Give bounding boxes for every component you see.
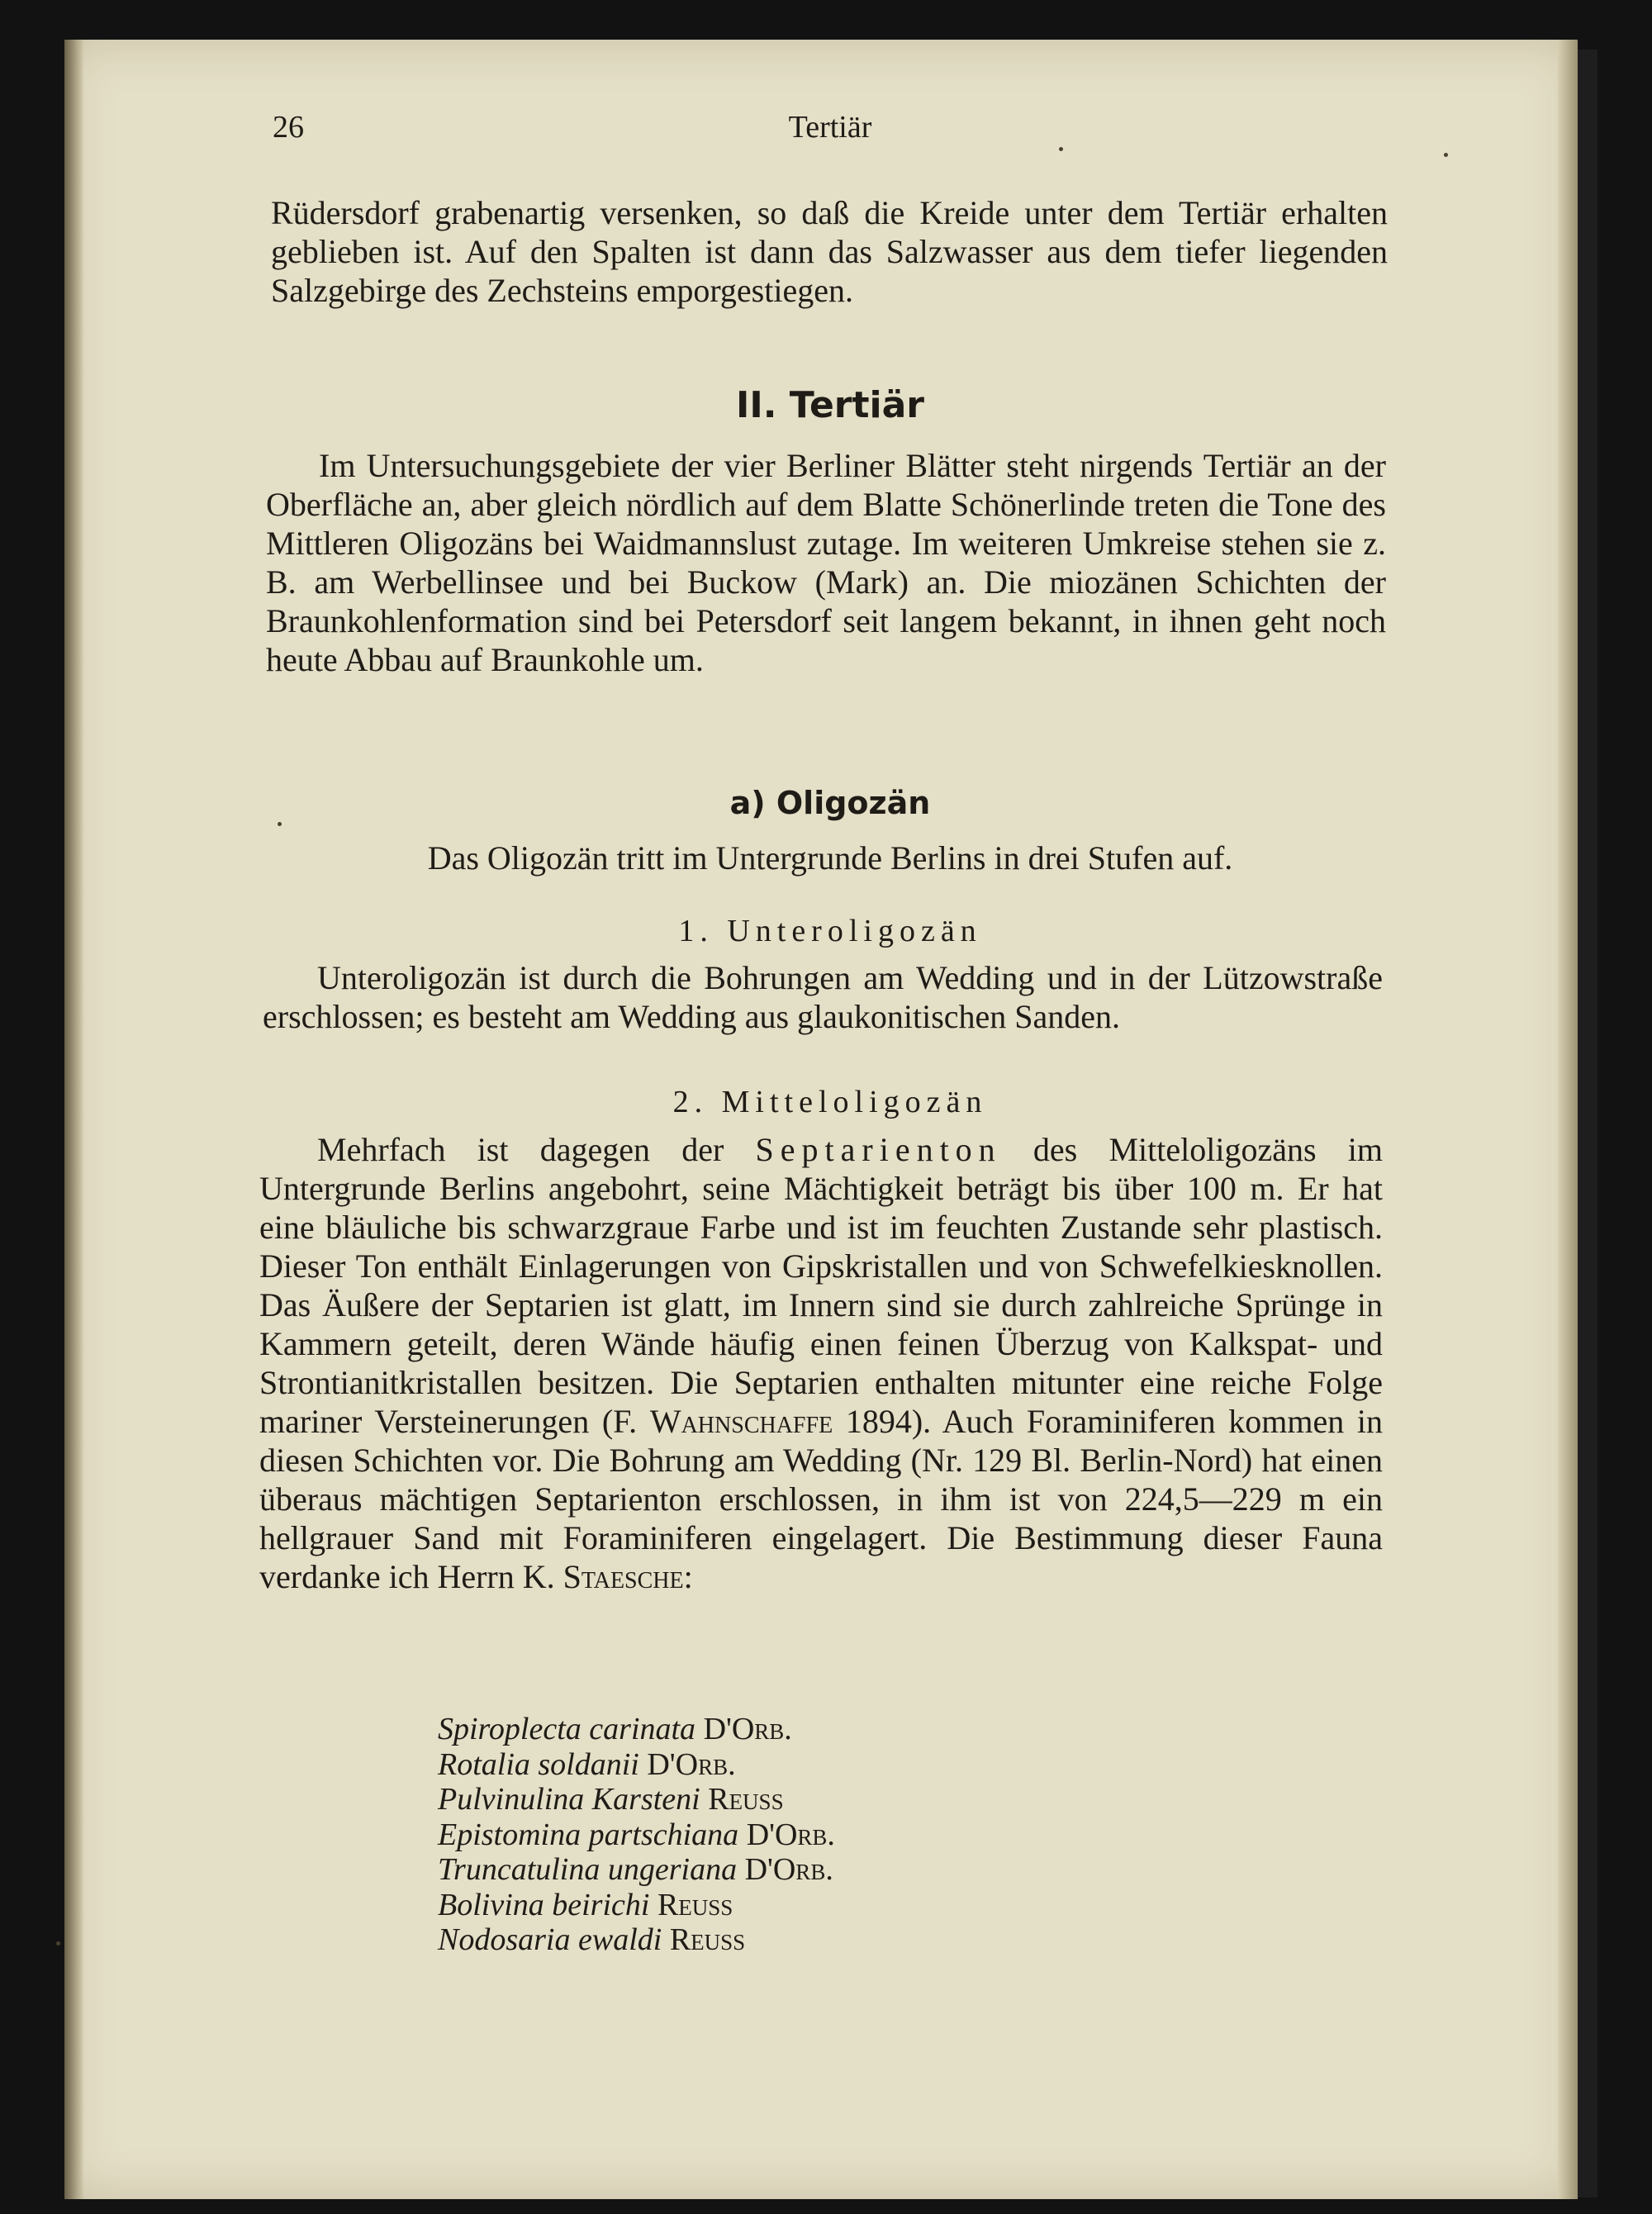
species-list (438, 1712, 1264, 1958)
list-item (438, 1747, 1264, 1783)
mitteloligozaen-paragraph (259, 1130, 1383, 1596)
list-item (438, 1782, 1264, 1817)
species-name: Bolivina beirichi (438, 1887, 650, 1922)
list-item (438, 1888, 1264, 1923)
species-name: Spiroplecta carinata (438, 1712, 696, 1746)
species-author: Reuss (657, 1887, 733, 1922)
list-item (438, 1817, 1264, 1853)
author-wahnschaffe: Wahnschaffe (649, 1403, 833, 1440)
oligozaen-paragraph: Das Oligozän tritt im Untergrunde Berlins in drei Stufen auf. (427, 839, 1233, 877)
tertiaer-paragraph: Im Untersuchungsgebiete der vier Berliner Blätter steht nirgends Tertiär an der Oberfläche an, aber gleich nördlich auf dem Blatte Schönerlinde treten die Tone des Mittleren Oligozäns bei Waidmannslust zutage. Im weiteren Umkreise stehen sie z. B. am Werbellinsee und bei Buckow (Mark) an. Die miozänen Schichten der Braunkohlenformation sind bei Petersdorf seit langem bekannt, in ihnen geht noch heute Abbau auf Braunkohle um. (266, 447, 1386, 678)
running-head: Tertiär (788, 110, 872, 145)
page-fold-edge (1558, 40, 1578, 2199)
heading-tertiaer: II. Tertiär (736, 384, 924, 426)
list-item (438, 1712, 1264, 1747)
heading-mitteloligozaen: 2. Mitteloligozän (672, 1085, 988, 1119)
unteroligozaen-paragraph: Unteroligozän ist durch die Bohrungen am Wedding und in der Lützowstraße erschlossen; es besteht am Wedding aus glaukonitischen Sanden. (263, 959, 1383, 1035)
spaced-term-septarienton: Septarienton (755, 1131, 1002, 1168)
species-author: D'Orb. (703, 1712, 792, 1746)
mittel-text-start: Mehrfach ist dagegen der (317, 1131, 724, 1168)
species-name: Nodosaria ewaldi (438, 1922, 662, 1957)
species-author: D'Orb. (744, 1852, 833, 1887)
paper-speck (56, 1941, 60, 1946)
paper-speck (1444, 153, 1448, 157)
page-header (273, 109, 1388, 159)
page-number: 26 (273, 110, 304, 145)
heading-oligozaen: a) Oligozän (729, 785, 931, 821)
page-gutter-shadow (64, 40, 84, 2199)
species-name: Epistomina partschiana (438, 1817, 739, 1852)
scan-border (1578, 50, 1597, 2197)
paper-speck (278, 822, 282, 826)
species-name: Pulvinulina Karsteni (438, 1782, 700, 1817)
species-author: D'Orb. (746, 1817, 835, 1852)
mittel-text-mid: des Mitteloligozäns im Untergrunde Berlins angebohrt, seine Mächtigkeit beträgt bis über 100 m. Er hat eine bläuliche bis schwarzgraue Farbe und ist im feuchten Zustande sehr plastisch. Dieser Ton enthält Einlagerungen von Gipskristallen und von Schwefelkiesknollen. Das Äußere der Septarien ist glatt, im Innern sind sie durch zahlreiche Sprünge in Kammern geteilt, deren Wände häufig einen feinen Überzug von Kalkspat- und Strontianitkristallen besitzen. Die Septarien enthalten mitunter eine reiche Folge mariner Versteinerungen (F. (259, 1131, 1383, 1440)
heading-unteroligozaen: 1. Unteroligozän (678, 914, 982, 948)
list-item (438, 1922, 1264, 1958)
species-author: D'Orb. (647, 1746, 736, 1782)
list-item (438, 1852, 1264, 1888)
species-author: Reuss (669, 1922, 746, 1957)
intro-paragraph: Rüdersdorf grabenartig versenken, so daß die Kreide unter dem Tertiär erhalten geblieben ist. Auf den Spalten ist dann das Salzwasser aus dem tiefer liegenden Salzgebirge des Zechsteins emporgestiegen. (271, 194, 1388, 309)
colon: : (683, 1558, 693, 1595)
paper-speck (1059, 147, 1063, 151)
author-staesche: Staesche (563, 1558, 684, 1595)
species-name: Truncatulina ungeriana (438, 1852, 738, 1887)
mittel-text-end: 1894). Auch Foraminiferen kommen in diesen Schichten vor. Die Bohrung am Wedding (Nr. 129 Bl. Berlin-Nord) hat einen überaus mächtigen Septarienton erschlossen, in ihm ist von 224,5—229 m ein hellgrauer Sand mit Foraminiferen eingelagert. Die Bestimmung dieser Fauna verdanke ich Herrn K. (259, 1403, 1384, 1595)
species-author: Reuss (708, 1782, 784, 1817)
species-name: Rotalia soldanii (438, 1746, 639, 1782)
